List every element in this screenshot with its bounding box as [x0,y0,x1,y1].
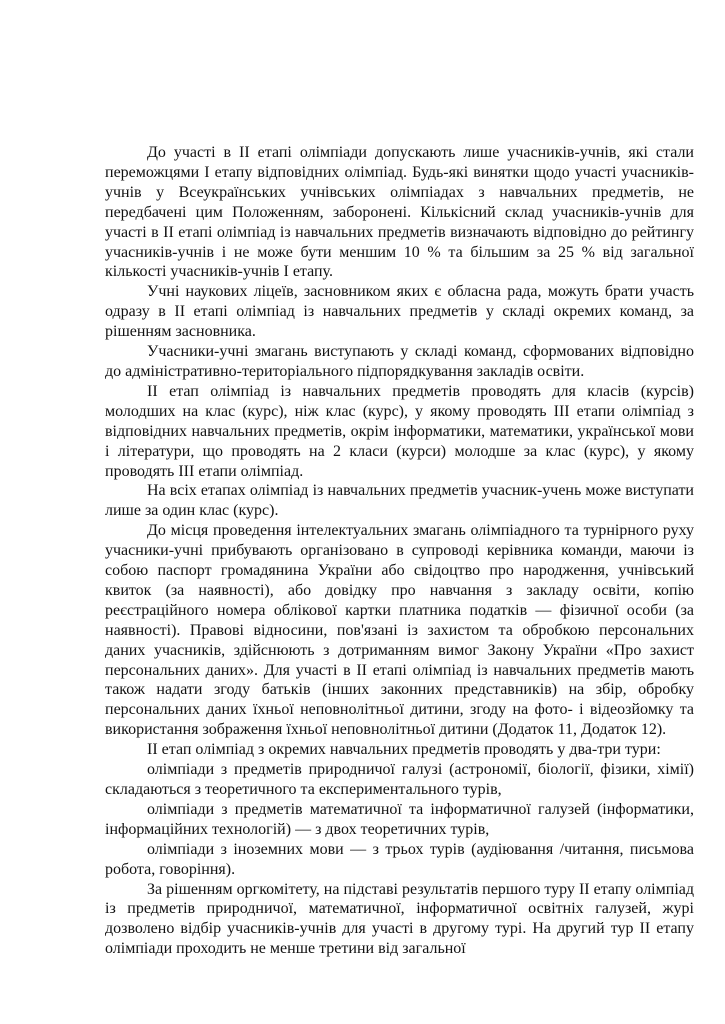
paragraph-rounds-math-informatics: олімпіади з предметів математичної та інформатичної галузей (інформатики, інформаційних технологій) — з двох теоретичних турів, [105,800,694,838]
document-page [105,143,694,959]
paragraph-lyceum-students: Учні наукових ліцеїв, засновником яких є обласна рада, можуть брати участь одразу в ІІ етапі олімпіад із навчальних предметів у складі окремих команд, за рішенням засновника. [105,283,694,341]
paragraph-rounds-natural-sciences: олімпіади з предметів природничої галузі (астрономії, біології, фізики, хімії) складаються з теоретичного та експериментального турів, [105,761,694,798]
paragraph-arrival-documents: До місця проведення інтелектуальних змагань олімпіадного та турнірного руху учасники-учні прибувають організовано в супроводі керівника команди, маючи із собою паспорт громадянина України або свідоцтво про народження, учнівський квиток (за наявності), або довідку про навчання з закладу освіти, копію реєстраційного номера облікової картки платника податків — фізичної особи (за наявності). Правові відносини, пов'язані із захистом та обробкою персональних даних учасників, здійснюють з дотриманням вимог Закону України «Про захист персональних даних». Для участі в ІІ етапі олімпіад із навчальних предметів мають також надати згоду батьків (інших законних представників) на збір, обробку персональних даних їхньої неповнолітньої дитини, згоду на фото- і відеозйомку та використання зображення їхньої неповнолітньої дитини (Додаток 11, Додаток 12). [105,522,694,739]
paragraph-rounds-intro: ІІ етап олімпіад з окремих навчальних предметів проводять у два-три тури: [147,741,661,759]
paragraph-rounds-foreign-languages: олімпіади з іноземних мови — з трьох турів (аудіювання /читання, письмова робота, говоріння). [105,840,694,878]
paragraph-admission: До участі в ІІ етапі олімпіади допускають лише учасників-учнів, які стали переможцями І етапу відповідних олімпіад. Будь-які винятки щодо участі учасників-учнів у Всеукраїнських учнівських олімпіадах з навчальних предметів, не передбачені цим Положенням, заборонені. Кількісний склад учасників-учнів для участі в ІІ етапі олімпіад із навчальних предметів визначають відповідно до рейтингу учасників-учнів і не може бути меншим 10 % та більшим за 25 % від загальної кількості учасників-учнів І етапу. [105,144,694,281]
paragraph-one-class: На всіх етапах олімпіад із навчальних предметів учасник-учень може виступати лише за один клас (курс). [105,482,694,520]
paragraph-class-levels: ІІ етап олімпіад із навчальних предметів проводять для класів (курсів) молодших на клас (курс), ніж клас (курс), у якому проводять ІІІ етапи олімпіад з відповідних навчальних предметів, окрім інформатики, математики, української мови і літератури, що проводять на 2 класи (курси) молодше за клас (курс), у якому проводять ІІІ етапи олімпіад. [105,382,694,480]
paragraph-second-round-selection: За рішенням оргкомітету, на підставі результатів першого туру ІІ етапу олімпіад із предметів природничої, математичної, інформатичної освітніх галузей, журі дозволено відбір учасників-учнів для участі в другому турі. На другий тур ІІ етапу олімпіади проходить не менше третини від загальної [105,880,694,958]
paragraph-teams: Учасники-учні змагань виступають у складі команд, сформованих відповідно до адміністративно-територіального підпорядкування закладів освіти. [105,343,694,380]
